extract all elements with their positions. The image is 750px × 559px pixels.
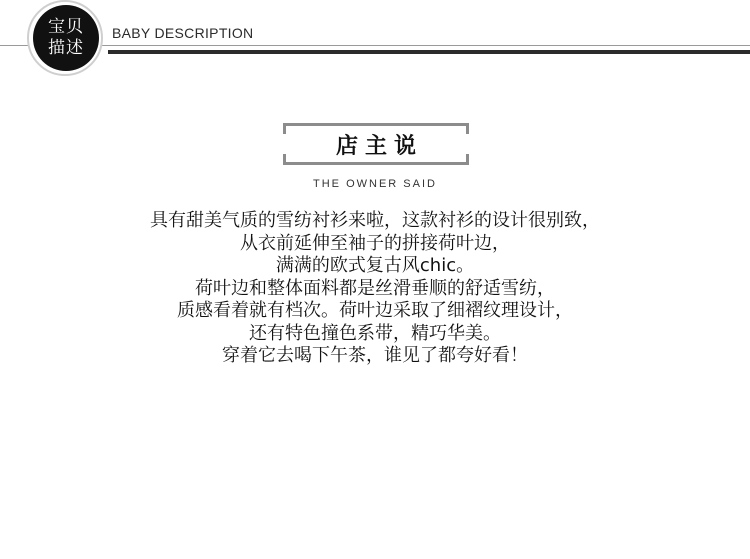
header-divider-thin <box>0 45 750 46</box>
description-line: 满满的欧式复古风chic。 <box>275 255 475 276</box>
owner-title: 店主说 <box>335 133 423 159</box>
description-line: 具有甜美气质的雪纺衬衫来啦，这款衬衫的设计很别致， <box>150 210 600 231</box>
owner-subtitle: THE OWNER SAID <box>313 178 437 190</box>
product-description <box>0 210 750 368</box>
description-line: 荷叶边和整体面料都是丝滑垂顺的舒适雪纺， <box>195 277 555 299</box>
description-line: 穿着它去喝下午茶，谁见了都夸好看！ <box>222 345 528 366</box>
badge-line-1: 宝贝 <box>48 17 84 37</box>
description-line: 还有特色撞色系带，精巧华美。 <box>249 322 501 344</box>
description-line: 质感看着就有档次。荷叶边采取了细褶纹理设计， <box>177 300 573 321</box>
section-badge <box>33 5 99 71</box>
owner-title-box <box>283 123 469 165</box>
badge-line-2: 描述 <box>48 38 84 58</box>
description-line: 从衣前延伸至袖子的拼接荷叶边， <box>240 232 510 254</box>
header-caption: BABY DESCRIPTION <box>112 25 254 41</box>
section-header <box>0 0 750 80</box>
header-divider-thick <box>108 50 750 54</box>
